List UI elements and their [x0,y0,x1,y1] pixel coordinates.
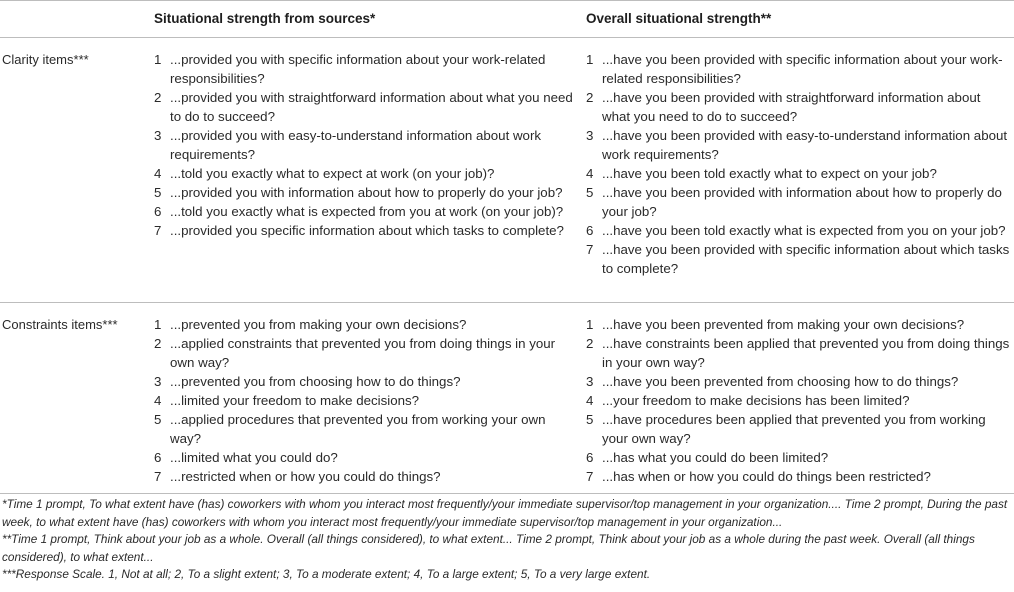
item-text: ...have you been provided with specific information about your work-related responsibilities? [602,52,1003,86]
item-text: ...provided you with specific information about your work-related responsibilities? [170,52,546,86]
item-text: ...prevented you from choosing how to do things? [170,374,461,389]
item-number: 6 [586,223,594,238]
item-text: ...limited what you could do? [170,450,338,465]
item-number: 3 [154,128,162,143]
item-text: ...prevented you from making your own decisions? [170,317,467,332]
item-text: ...have you been told exactly what is expected from you on your job? [602,223,1006,238]
list-item [586,334,1012,372]
item-text: ...provided you specific information about which tasks to complete? [170,223,564,238]
constraints-overall-list [586,315,1012,486]
header-overall: Overall situational strength** [586,11,772,26]
item-text: ...have you been prevented from making your own decisions? [602,317,965,332]
list-item [586,410,1012,448]
item-number: 5 [154,412,162,427]
item-text: ...have you been provided with easy-to-understand information about work requirements? [602,128,1008,162]
item-number: 5 [586,412,594,427]
item-text: ...applied constraints that prevented you from doing things in your own way? [170,336,556,370]
footnote-1: *Time 1 prompt, To what extent have (has) coworkers with whom you interact most frequently/your immediate supervisor/top management in your organization.... Time 2 prompt, During the past week, to what extent have (has) coworkers with whom you interact most frequently/your immediate supervisor/top management in your organization... [2,497,1008,529]
item-number: 2 [154,336,162,351]
list-item [586,240,1012,278]
constraints-label: Constraints items*** [2,317,118,332]
header-sources: Situational strength from sources* [154,11,376,26]
clarity-label: Clarity items*** [2,52,89,67]
item-number: 1 [154,317,162,332]
item-number: 3 [154,374,162,389]
item-number: 5 [154,185,162,200]
item-number: 1 [586,317,594,332]
list-item [154,126,574,164]
item-number: 4 [154,393,162,408]
item-number: 6 [154,204,162,219]
item-number: 3 [586,374,594,389]
list-item [586,50,1012,88]
list-item [154,202,574,221]
item-text: ...provided you with information about how to properly do your job? [170,185,563,200]
list-item [154,334,574,372]
clarity-row [0,38,1014,303]
item-text: ...told you exactly what is expected from you at work (on your job)? [170,204,564,219]
item-text: ...have you been provided with straightforward information about what you need to do to succeed? [602,90,981,124]
item-text: ...provided you with straightforward information about what you need to do to succeed? [170,90,573,124]
footnote-2: **Time 1 prompt, Think about your job as a whole. Overall (all things considered), to what extent... Time 2 prompt, Think about your job as a whole during the past week. Overall (all things considered), to what extent... [2,532,975,564]
item-text: ...told you exactly what to expect at work (on your job)? [170,166,495,181]
list-item [154,448,574,467]
list-item [586,164,1012,183]
list-item [154,164,574,183]
list-item [586,126,1012,164]
item-number: 7 [586,242,594,257]
item-text: ...restricted when or how you could do things? [170,469,441,484]
item-number: 2 [154,90,162,105]
item-number: 2 [586,90,594,105]
list-item [586,183,1012,221]
item-number: 6 [586,450,594,465]
clarity-sources-list [154,50,574,240]
table-header-row [0,0,1014,38]
item-number: 6 [154,450,162,465]
clarity-overall-list [586,50,1012,278]
list-item [154,372,574,391]
list-item [586,315,1012,334]
item-text: ...applied procedures that prevented you from working your own way? [170,412,546,446]
list-item [586,448,1012,467]
item-number: 3 [586,128,594,143]
constraints-sources-list [154,315,574,486]
list-item [154,391,574,410]
item-text: ...has what you could do been limited? [602,450,829,465]
item-text: ...your freedom to make decisions has been limited? [602,393,910,408]
list-item [154,467,574,486]
list-item [586,372,1012,391]
item-number: 4 [586,166,594,181]
list-item [586,467,1012,486]
item-number: 1 [154,52,162,67]
list-item [586,88,1012,126]
item-text: ...have you been provided with specific information about which tasks to complete? [602,242,1010,276]
list-item [154,183,574,202]
item-text: ...limited your freedom to make decisions? [170,393,420,408]
item-text: ...have you been prevented from choosing how to do things? [602,374,959,389]
item-number: 4 [586,393,594,408]
item-text: ...have constraints been applied that prevented you from doing things in your own way? [602,336,1010,370]
item-text: ...have procedures been applied that prevented you from working your own way? [602,412,986,446]
constraints-row [0,303,1014,494]
list-item [154,50,574,88]
item-text: ...provided you with easy-to-understand information about work requirements? [170,128,542,162]
item-text: ...have you been provided with information about how to properly do your job? [602,185,1002,219]
item-text: ...has when or how you could do things been restricted? [602,469,931,484]
footnote-3: ***Response Scale. 1, Not at all; 2, To a slight extent; 3, To a moderate extent; 4, To a large extent; 5, To a very large extent. [2,567,651,581]
list-item [154,88,574,126]
item-number: 4 [154,166,162,181]
list-item [586,221,1012,240]
item-number: 7 [586,469,594,484]
item-number: 2 [586,336,594,351]
list-item [586,391,1012,410]
table-footnotes [2,496,1012,584]
list-item [154,221,574,240]
item-number: 7 [154,223,162,238]
list-item [154,315,574,334]
item-number: 1 [586,52,594,67]
item-number: 5 [586,185,594,200]
item-text: ...have you been told exactly what to expect on your job? [602,166,937,181]
item-number: 7 [154,469,162,484]
list-item [154,410,574,448]
